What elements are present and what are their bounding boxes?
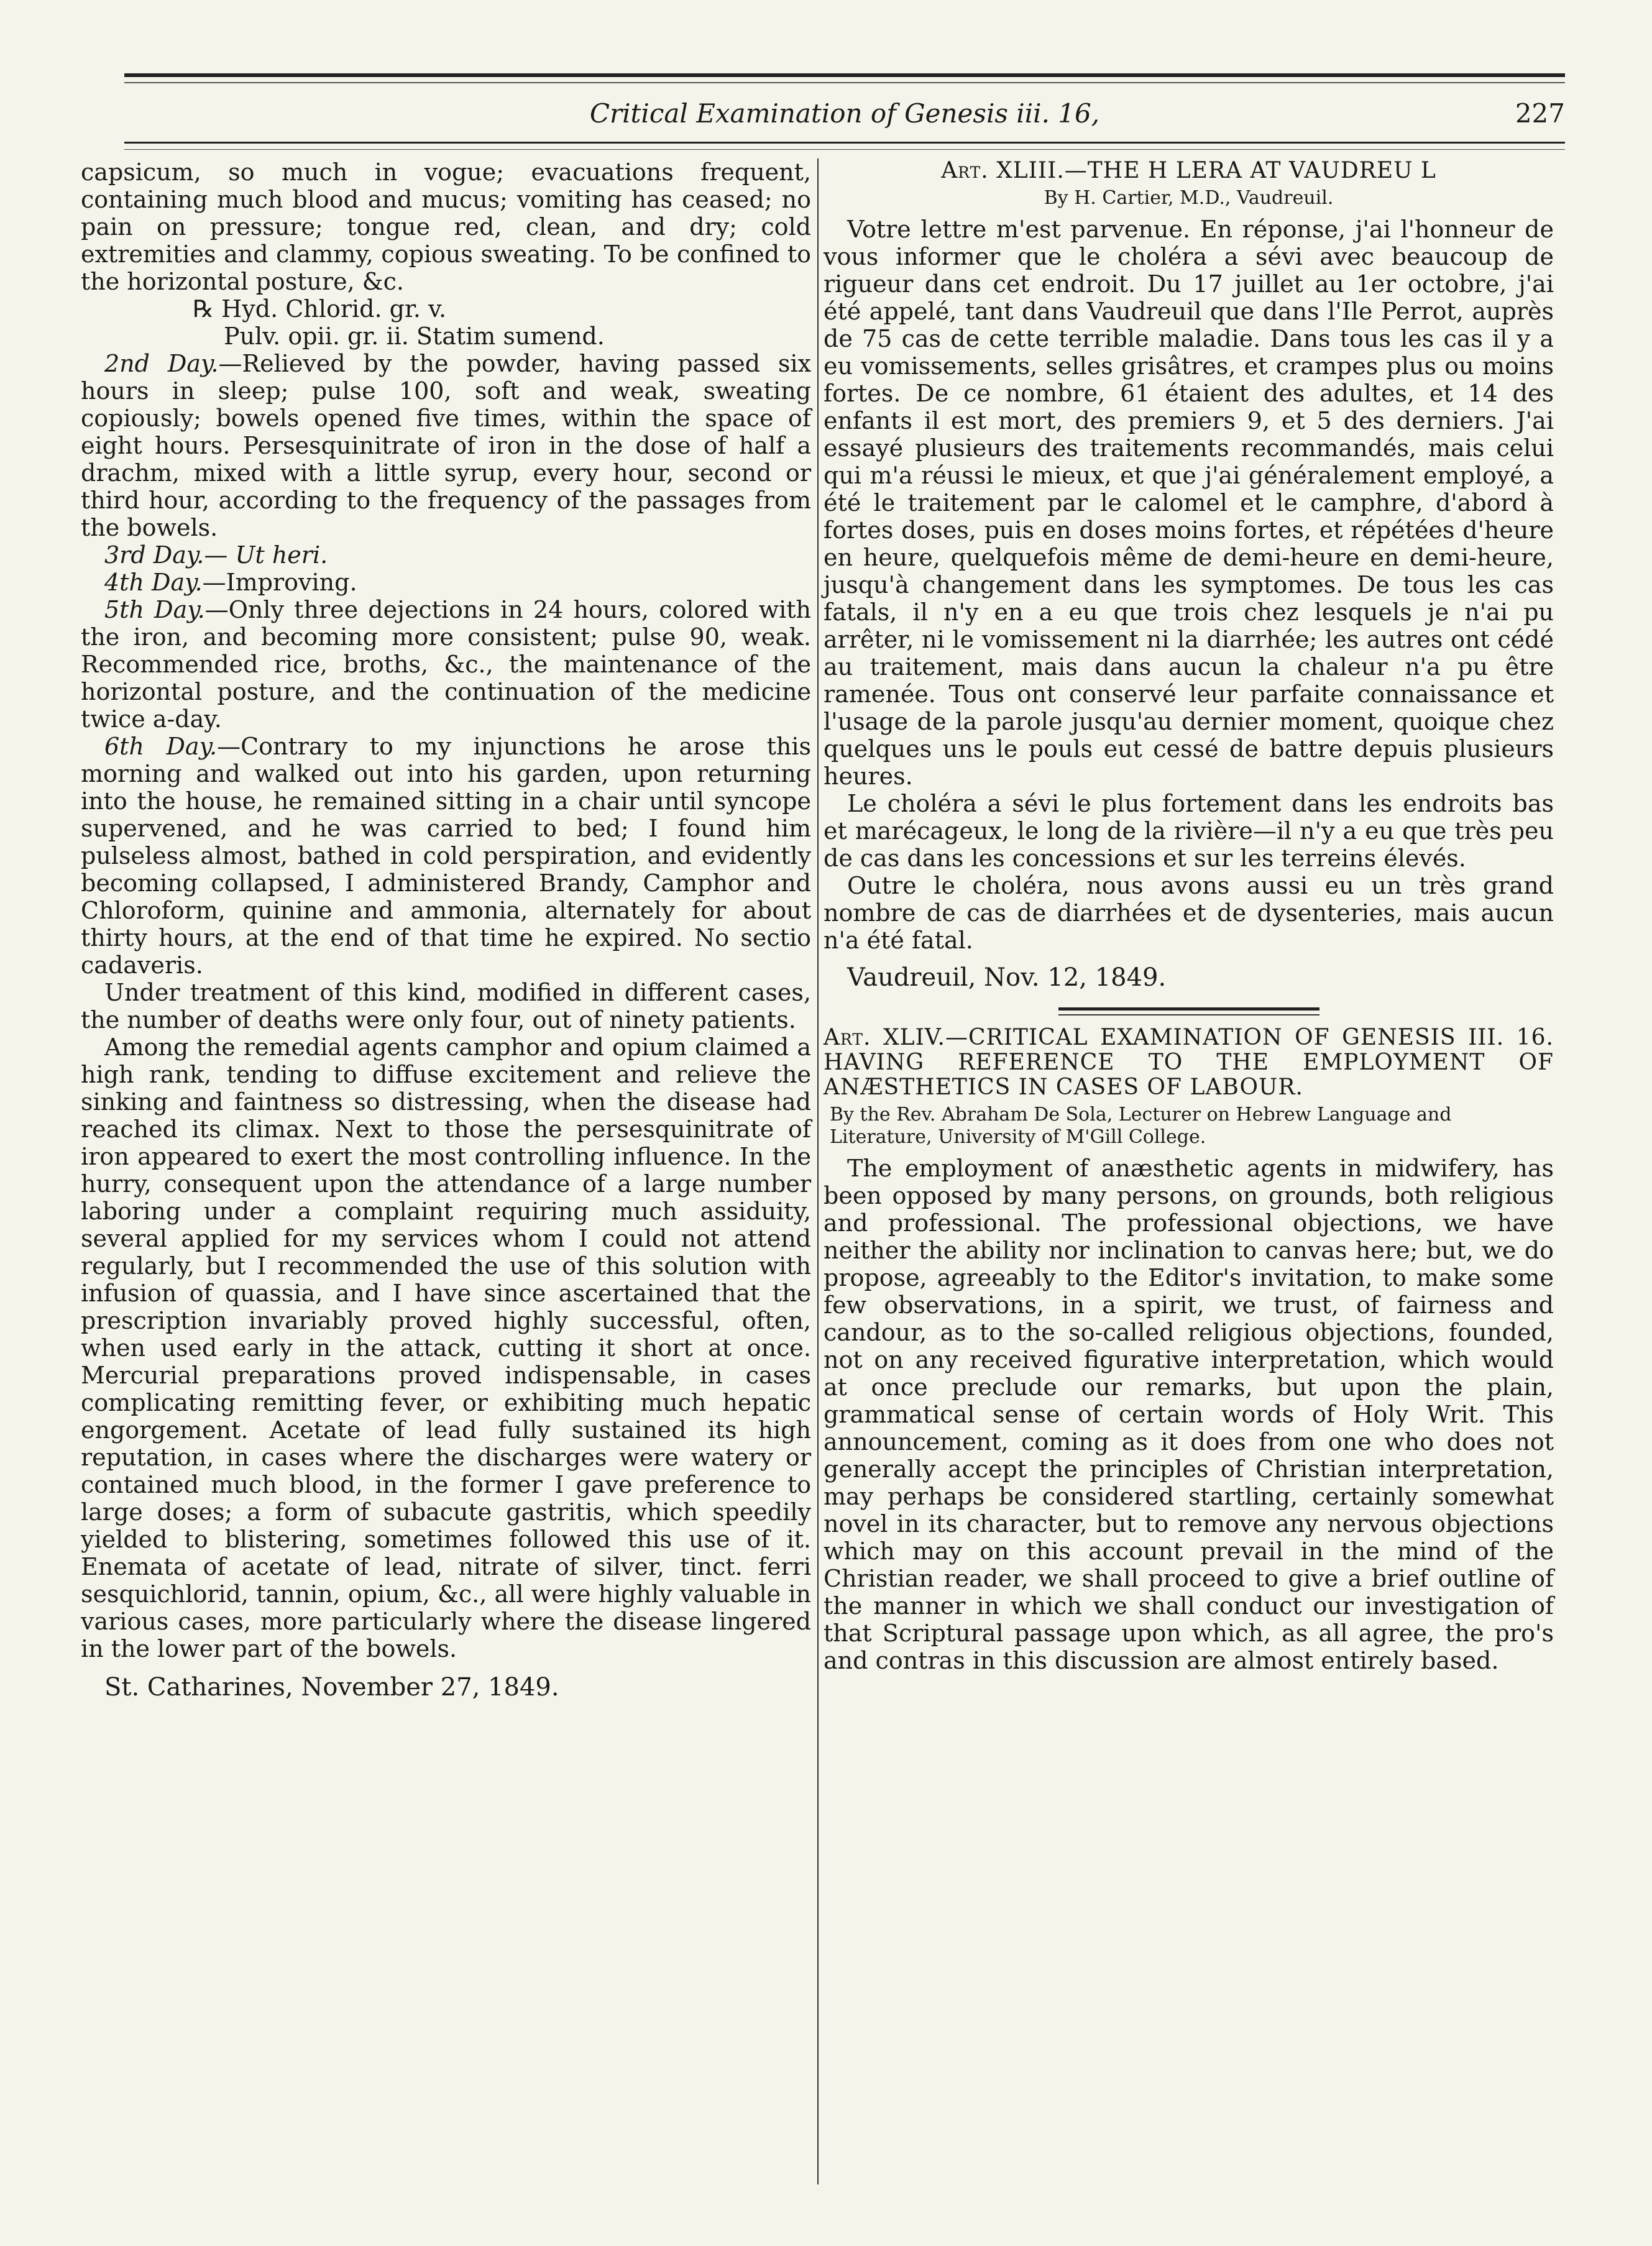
left-column [81,158,811,1701]
day-2-text: —Relieved by the powder, having passed six hours in sleep; pulse 100, soft and weak, sweating copiously; bowels opened five times, within the space of eight hours. Persesquinitrate of iron in the dose of half a drachm, mixed with a little syrup, every hour, second or third hour, according to the frequency of the passages from the bowels. [81,350,811,541]
day-5-label: 5th Day. [104,596,205,623]
day-2-label: 2nd Day. [104,350,219,377]
prescription-line-2: Pulv. opii. gr. ii. Statim sumend. [224,323,605,350]
day-5-entry [81,596,811,733]
day-4-entry [81,569,811,596]
article-43-byline: By H. Cartier, M.D., Vaudreuil. [1044,187,1334,209]
article-43-paragraph-2: Le choléra a sévi le plus fortement dans les endroits bas et marécageux, le long de la rivière—il n'y a eu que très peu de cas dans les concessions et sur les terreins élevés. [824,790,1554,872]
page-number: 227 [1515,98,1565,129]
day-3-label: 3rd Day. [104,541,204,569]
day-6-entry [81,733,811,979]
article-43-title: —THE H LERA AT VAUDREU L [1064,158,1436,183]
article-44-heading [824,1025,1554,1100]
day-5-text: —Only three dejections in 24 hours, colored with the iron, and becoming more consistent; pulse 90, weak. Recommended rice, broths, &c., the maintenance of the horizontal posture, and the continuation of the medicine twice a-day. [81,596,811,733]
article-44-paragraph-1: The employment of anæsthetic agents in midwifery, has been opposed by many persons, on grounds, both religious and professional. The professional objections, we have neither the ability nor inclination to canvas here; but, we do propose, agreeably to the Editor's invitation, to make some few observations, in a spirit, we trust, of fairness and candour, as to the so-called religious objections, founded, not on any received figurative interpretation, which would at once preclude our remarks, but upon the plain, grammatical sense of certain words of Holy Writ. This announcement, coming as it does from one who does not generally accept the principles of Christian interpretation, may perhaps be considered startling, certainly somewhat novel in its character, but to remove any nervous objections which may on this account prevail in the mind of the Christian reader, we shall proceed to give a brief outline of the manner in which we shall conduct our investigation of that Scriptural passage upon which, as all agree, the pro's and contras in this discussion are almost entirely based. [824,1155,1554,1674]
running-title: Critical Examination of Genesis iii. 16, [589,98,1100,129]
article-43-dateline: Vaudreuil, Nov. 12, 1849. [847,963,1167,992]
article-43-number: Art. XLIII. [941,158,1065,183]
day-3-entry [81,541,811,569]
article-43-paragraph-1: Votre lettre m'est parvenue. En réponse, j'ai l'honneur de vous informer que le choléra a sévi avec beaucoup de rigueur dans cet endroit. Du 17 juillet au 1er octobre, j'ai été appelé, tant dans Vaudreuil que dans l'Ile Perrot, auprès de 75 cas de cette terrible maladie. Dans tous les cas il y a eu vomissements, selles grisâtres, et crampes plus ou moins fortes. De ce nombre, 61 étaient des adultes, et 14 des enfants il est mort, des premiers 9, et 5 des derniers. J'ai essayé plusieurs des traitements recommandés, mais celui qui m'a réussi le mieux, et que j'ai généralement employé, a été le traitement par le calomel et le camphre, d'abord à fortes doses, puis en doses moins fortes, et répétées d'heure en heure, quelquefois même de demi-heure en demi-heure, jusqu'à changement dans les symptomes. De tous les cas fatals, il n'y en a eu que trois chez lesquels je n'ai pu arrêter, ni le vomissement ni la diarrhée; les autres ont cédé au traitement, mais dans aucun la chaleur n'a pu être ramenée. Tous ont conservé leur parfaite connaissance et l'usage de la parole jusqu'au dernier moment, quoique chez quelques uns le pouls eut cessé de battre depuis plusieurs heures. [824,216,1554,790]
paragraph-remedial-agents: Among the remedial agents camphor and opium claimed a high rank, tending to diffuse excitement and relieve the sinking and faintness so distressing, when the disease had reached its climax. Next to those the persesquinitrate of iron appeared to exert the most controlling influence. In the hurry, consequent upon the attendance of a large number laboring under a complaint requiring much assiduity, several applied for my services whom I could not attend regularly, but I recommended the use of this solution with infusion of quassia, and I have since ascertained that the prescription invariably proved highly successful, often, when used early in the attack, cutting it short at once. Mercurial preparations proved indispensable, in cases complicating remitting fever, or exhibiting much hepatic engorgement. Acetate of lead fully sustained its high reputation, in cases where the discharges were watery or contained much blood, in the former I gave preference to large doses; a form of subacute gastritis, which speedily yielded to blistering, sometimes followed this use of it. Enemata of acetate of lead, nitrate of silver, tinct. ferri sesquichlorid, tannin, opium, &c., all were highly valuable in various cases, more particularly where the disease lingered in the lower part of the bowels. [81,1034,811,1662]
section-divider-rule [1058,1007,1319,1011]
day-6-label: 6th Day. [104,733,218,760]
article-43-paragraph-3: Outre le choléra, nous avons aussi eu un très grand nombre de cas de diarrhées et de dysenteries, mais aucun n'a été fatal. [824,872,1554,954]
article-43-heading [824,158,1554,183]
day-4-label: 4th Day. [104,569,203,596]
paragraph-treatment: Under treatment of this kind, modified in different cases, the number of deaths were only four, out of ninety patients. [81,979,811,1034]
paragraph-case-notes: capsicum, so much in vogue; evacuations frequent, containing much blood and mucus; vomiting has ceased; no pain on pressure; tongue red, clean, and dry; cold extremities and clammy, copious sweating. To be confined to the horizontal posture, &c. [81,158,811,295]
top-rule-thin [124,82,1565,83]
right-column [824,158,1554,1674]
header-rule [124,142,1565,144]
running-header [124,93,1565,137]
header-rule-thin [124,149,1565,150]
prescription-line-1: ℞ Hyd. Chlorid. gr. v. [193,295,447,323]
day-3-text: — Ut heri. [204,541,328,569]
day-6-text: —Contrary to my injunctions he arose this morning and walked out into his garden, upon returning into the house, he remained sitting in a chair until syncope supervened, and he was carried to bed; I found him pulseless almost, bathed in cold perspiration, and evidently becoming collapsed, I administered Brandy, Camphor and Chloroform, quinine and ammonia, alternately for about thirty hours, at the end of that time he expired. No sectio cadaveris. [81,733,811,979]
article-44-title: —CRITICAL EXAMINATION OF GENESIS III. 16. HAVING REFERENCE TO THE EMPLOYMENT OF ANÆSTHETICS IN CASES OF LABOUR. [824,1025,1554,1100]
top-rule [124,73,1565,77]
signoff-dateline: St. Catharines, November 27, 1849. [104,1673,559,1702]
article-44-byline: By the Rev. Abraham De Sola, Lecturer on Hebrew Language and Literature, University of M'Gill College. [830,1104,1452,1148]
article-44-number: Art. XLIV. [824,1025,945,1050]
day-4-text: —Improving. [202,569,357,596]
day-2-entry [81,350,811,541]
column-divider [817,158,819,2184]
